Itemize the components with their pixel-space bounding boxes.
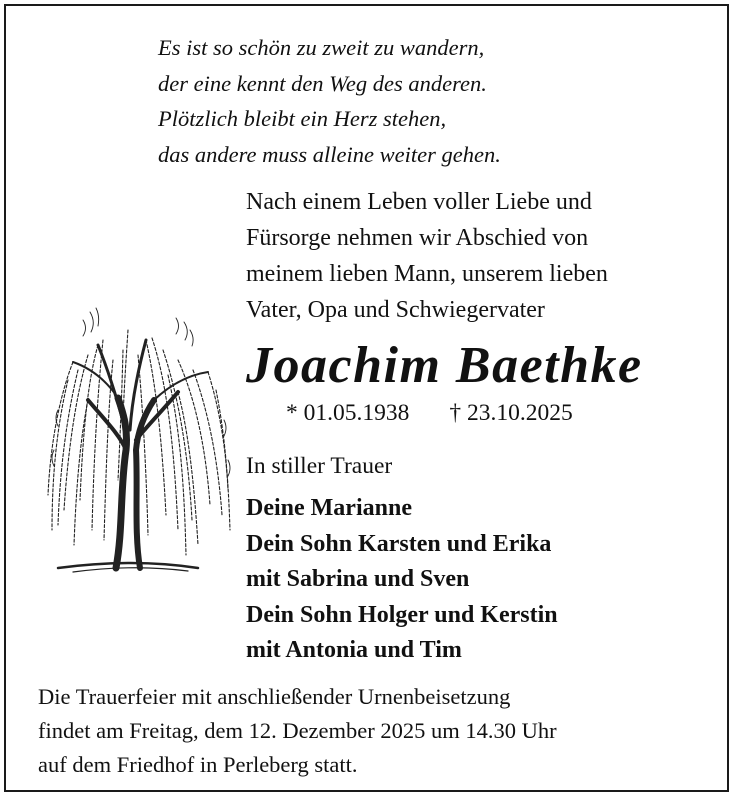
poem-line: der eine kennt den Weg des anderen. (158, 70, 487, 96)
poem (158, 30, 501, 172)
intro-line: Fürsorge nehmen wir Abschied von (246, 225, 589, 251)
service-line: findet am Freitag, dem 12. Dezember 2025 um 14.30 Uhr (38, 718, 557, 743)
poem-line: Es ist so schön zu zweit zu wandern, (158, 35, 485, 60)
birth-date: * 01.05.1938 (286, 400, 410, 426)
funeral-service-info (38, 680, 557, 782)
life-dates (286, 396, 573, 430)
mourners-list (246, 491, 558, 669)
mourner-line: mit Antonia und Tim (246, 637, 462, 663)
intro-line: Nach einem Leben voller Liebe und (246, 189, 592, 215)
weeping-willow-tree-icon (28, 300, 238, 590)
death-date: † 23.10.2025 (449, 400, 573, 426)
intro-text (246, 184, 608, 328)
service-line: Die Trauerfeier mit anschließender Urnenbeisetzung (38, 684, 511, 709)
intro-line: Vater, Opa und Schwiegervater (246, 297, 545, 323)
mourner-line: Dein Sohn Holger und Kerstin (246, 601, 558, 628)
deceased-name: Joachim Baethke (246, 337, 643, 394)
mourner-line: mit Sabrina und Sven (246, 566, 470, 592)
poem-line: das andere muss alleine weiter gehen. (158, 141, 501, 167)
service-line: auf dem Friedhof in Perleberg statt. (38, 752, 358, 777)
mourner-line: Dein Sohn Karsten und Erika (246, 530, 552, 557)
mourning-label: In stiller Trauer (246, 453, 393, 479)
mourner-line: Deine Marianne (246, 495, 412, 521)
intro-line: meinem lieben Mann, unserem lieben (246, 261, 608, 287)
poem-line: Plötzlich bleibt ein Herz stehen, (158, 106, 447, 131)
